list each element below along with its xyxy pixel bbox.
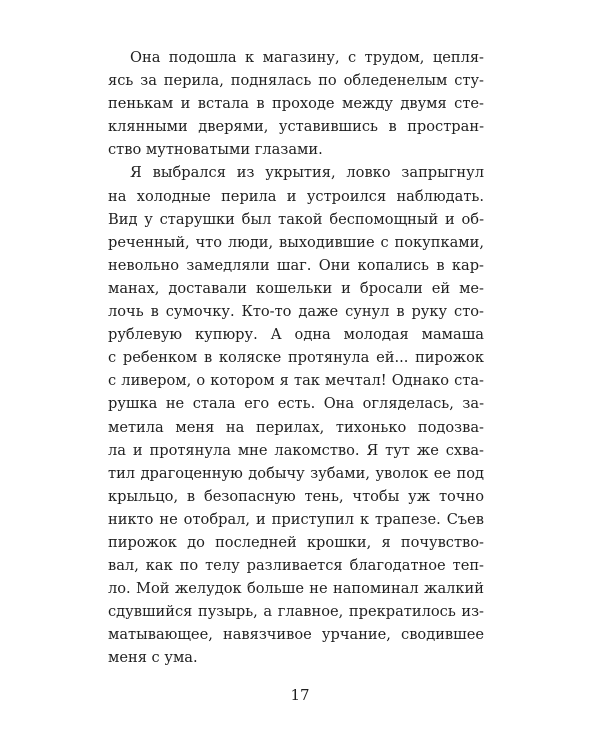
- text-line: Я выбрался из укрытия, ловко запрыгнул: [130, 164, 484, 182]
- text-line: клянными дверями, уставившись в простран-: [108, 118, 484, 136]
- text-line: лочь в сумочку. Кто-то даже сунул в руку сто-: [108, 303, 484, 321]
- text-line: Она подошла к магазину, с трудом, цепля-: [130, 49, 484, 66]
- text-line: вал, как по телу разливается благодатное теп-: [108, 557, 484, 575]
- page-number: 17: [290, 686, 310, 704]
- text-line: манах, доставали кошельки и бросали ей ме-: [108, 279, 484, 297]
- text-line: ло. Мой желудок больше не напоминал жалкий: [108, 580, 484, 598]
- text-line: матывающее, навязчивое урчание, сводившее: [108, 626, 484, 644]
- paragraph-2: [108, 161, 484, 669]
- text-line: с ребенком в коляске протянула ей... пирожок: [108, 349, 484, 367]
- text-line: меня с ума.: [108, 649, 198, 667]
- text-line: рублевую купюру. А одна молодая мамаша: [108, 326, 484, 344]
- text-line: на холодные перила и устроился наблюдать.: [108, 187, 484, 205]
- text-line: Вид у старушки был такой беспомощный и об-: [108, 210, 484, 228]
- text-line: тил драгоценную добычу зубами, уволок ее под: [108, 464, 484, 482]
- text-line: ясь за перила, поднялась по обледенелым сту-: [108, 72, 484, 90]
- text-line: реченный, что люди, выходившие с покупками,: [108, 233, 484, 251]
- text-line: никто не отобрал, и приступил к трапезе. Съев: [108, 510, 484, 528]
- paragraph-1: [108, 46, 484, 161]
- text-line: рушка не стала его есть. Она огляделась, за-: [108, 395, 484, 413]
- body-text: [108, 46, 484, 670]
- text-line: метила меня на перилах, тихонько подозва-: [108, 418, 484, 436]
- text-line: ла и протянула мне лакомство. Я тут же схва-: [108, 441, 484, 459]
- text-line: пенькам и встала в проходе между двумя сте-: [108, 95, 484, 113]
- text-line: сдувшийся пузырь, а главное, прекратилось из-: [108, 603, 484, 621]
- text-line: с ливером, о котором я так мечтал! Однако ста-: [108, 372, 484, 390]
- text-line: пирожок до последней крошки, я почувство-: [108, 533, 484, 551]
- text-line: крыльцо, в безопасную тень, чтобы уж точно: [108, 487, 484, 505]
- text-line: ство мутноватыми глазами.: [108, 141, 323, 159]
- text-line: невольно замедляли шаг. Они копались в кар-: [108, 256, 484, 274]
